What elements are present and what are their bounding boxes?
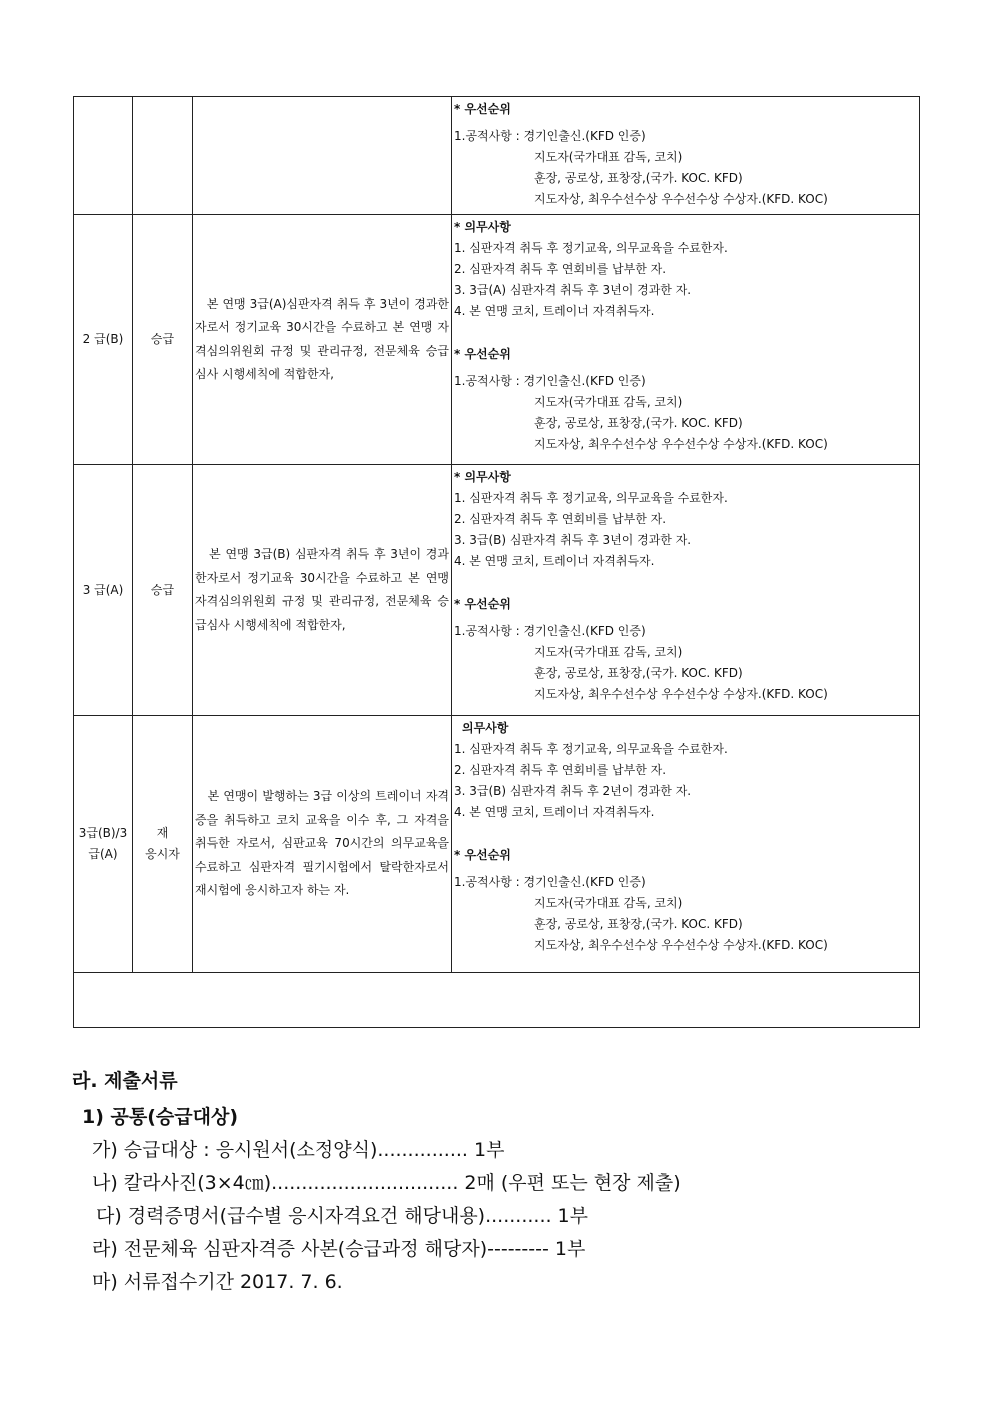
- priority-line: 지도자(국가대표 감독, 코치): [534, 645, 683, 659]
- type-line: 응시자: [145, 847, 180, 861]
- empty-cell: [74, 973, 920, 1028]
- type-line: 재: [156, 826, 169, 840]
- duties-line: 2. 심판자격 취득 후 연회비를 납부한 자.: [454, 763, 667, 777]
- priority-line: 지도자상, 최우수선수상 우수선수상 수상자.(KFD. KOC): [534, 687, 828, 701]
- duties-line: 1. 심판자격 취득 후 정기교육, 의무교육을 수료한자.: [454, 241, 728, 255]
- priority-line: 훈장, 공로상, 표창장,(국가. KOC. KFD): [534, 666, 743, 680]
- priority-line: 1.공적사항 : 경기인출신.(KFD 인증): [454, 624, 646, 638]
- table-row-empty: [74, 973, 920, 1028]
- submission-section: [72, 1065, 932, 1299]
- priority-title: * 우선순위: [454, 347, 511, 361]
- duties-line: 3. 3급(A) 심판자격 취득 후 3년이 경과한 자.: [454, 283, 692, 297]
- duties-line: 1. 심판자격 취득 후 정기교육, 의무교육을 수료한자.: [454, 742, 728, 756]
- conditions-cell: [452, 97, 920, 215]
- priority-line: 지도자(국가대표 감독, 코치): [534, 150, 683, 164]
- requirement-cell: [193, 215, 452, 465]
- requirement-text: 본 연맹 3급(A)심판자격 취득 후 3년이 경과한자로서 정기교육 30시간을 수료하고 본 연맹 자격심의위원회 규정 및 관리규정, 전문체육 승급심사 시행세칙에 적합한자,: [195, 296, 450, 381]
- type-cell: 승급: [133, 465, 193, 716]
- duties-line: 3. 3급(B) 심판자격 취득 후 2년이 경과한 자.: [454, 784, 692, 798]
- document-item: 가) 승급대상 : 응시원서(소정양식)............... 1부: [92, 1139, 505, 1161]
- duties-line: 4. 본 연맹 코치, 트레이너 자격취득자.: [454, 805, 655, 819]
- requirement-text: 본 연맹 3급(B) 심판자격 취득 후 3년이 경과한자로서 정기교육 30시간을 수료하고 본 연맹 자격심의위원회 규정 및 관리규정, 전문체육 승급심사 시행세칙에 적합한자,: [195, 547, 449, 632]
- priority-line: 지도자(국가대표 감독, 코치): [534, 395, 683, 409]
- priority-title: * 우선순위: [454, 848, 511, 862]
- priority-line: 지도자상, 최우수선수상 우수선수상 수상자.(KFD. KOC): [534, 938, 828, 952]
- duties-line: 2. 심판자격 취득 후 연회비를 납부한 자.: [454, 262, 667, 276]
- duties-line: 4. 본 연맹 코치, 트레이너 자격취득자.: [454, 304, 655, 318]
- document-item: 다) 경력증명서(급수별 응시자격요건 해당내용)........... 1부: [96, 1205, 589, 1227]
- priority-line: 지도자상, 최우수선수상 우수선수상 수상자.(KFD. KOC): [534, 192, 828, 206]
- document-item: 라) 전문체육 심판자격증 사본(승급과정 해당자)--------- 1부: [92, 1238, 586, 1260]
- table-row: [74, 215, 920, 465]
- conditions-cell: [452, 465, 920, 716]
- conditions-cell: [452, 716, 920, 973]
- priority-line: 지도자상, 최우수선수상 우수선수상 수상자.(KFD. KOC): [534, 437, 828, 451]
- grade-cell: [74, 716, 133, 973]
- priority-line: 지도자(국가대표 감독, 코치): [534, 896, 683, 910]
- duties-title: 의무사항: [462, 721, 509, 735]
- conditions-cell: [452, 215, 920, 465]
- section-subheading: 1) 공통(승급대상): [82, 1106, 239, 1128]
- requirement-text: 본 연맹이 발행하는 3급 이상의 트레이너 자격증을 취득하고 코치 교육을 이수 후, 그 자격을 취득한 자로서, 심판교육 70시간의 의무교육을 수료하고 심판자격 필기시험에서 탈락한자로서 재시험에 응시하고자 하는 자.: [195, 789, 449, 898]
- priority-title: * 우선순위: [454, 102, 511, 116]
- priority-line: 훈장, 공로상, 표창장,(국가. KOC. KFD): [534, 917, 743, 931]
- type-cell: 승급: [133, 215, 193, 465]
- requirement-cell: [193, 716, 452, 973]
- grade-cell: 2 급(B): [74, 215, 133, 465]
- grade-cell: 3 급(A): [74, 465, 133, 716]
- grade-cell: [74, 97, 133, 215]
- document-item: 마) 서류접수기간 2017. 7. 6.: [92, 1271, 343, 1293]
- table-row: [74, 97, 920, 215]
- duties-line: 4. 본 연맹 코치, 트레이너 자격취득자.: [454, 554, 655, 568]
- grade-line: 3급(B)/3: [78, 826, 128, 840]
- type-cell: [133, 716, 193, 973]
- grade-requirements-table: [73, 96, 920, 1028]
- requirement-cell: [193, 465, 452, 716]
- requirement-cell: [193, 97, 452, 215]
- section-heading: 라. 제출서류: [72, 1070, 178, 1092]
- document-item: 나) 칼라사진(3×4㎝)............................... 2매 (우편 또는 현장 제출): [92, 1172, 681, 1194]
- priority-line: 1.공적사항 : 경기인출신.(KFD 인증): [454, 875, 646, 889]
- priority-line: 훈장, 공로상, 표창장,(국가. KOC. KFD): [534, 171, 743, 185]
- table-row: [74, 716, 920, 973]
- duties-title: * 의무사항: [454, 470, 511, 484]
- grade-line: 급(A): [88, 847, 118, 861]
- duties-line: 1. 심판자격 취득 후 정기교육, 의무교육을 수료한자.: [454, 491, 728, 505]
- duties-line: 2. 심판자격 취득 후 연회비를 납부한 자.: [454, 512, 667, 526]
- duties-title: * 의무사항: [454, 220, 511, 234]
- table-row: [74, 465, 920, 716]
- priority-title: * 우선순위: [454, 597, 511, 611]
- duties-line: 3. 3급(B) 심판자격 취득 후 3년이 경과한 자.: [454, 533, 692, 547]
- priority-line: 훈장, 공로상, 표창장,(국가. KOC. KFD): [534, 416, 743, 430]
- type-cell: [133, 97, 193, 215]
- priority-line: 1.공적사항 : 경기인출신.(KFD 인증): [454, 129, 646, 143]
- priority-line: 1.공적사항 : 경기인출신.(KFD 인증): [454, 374, 646, 388]
